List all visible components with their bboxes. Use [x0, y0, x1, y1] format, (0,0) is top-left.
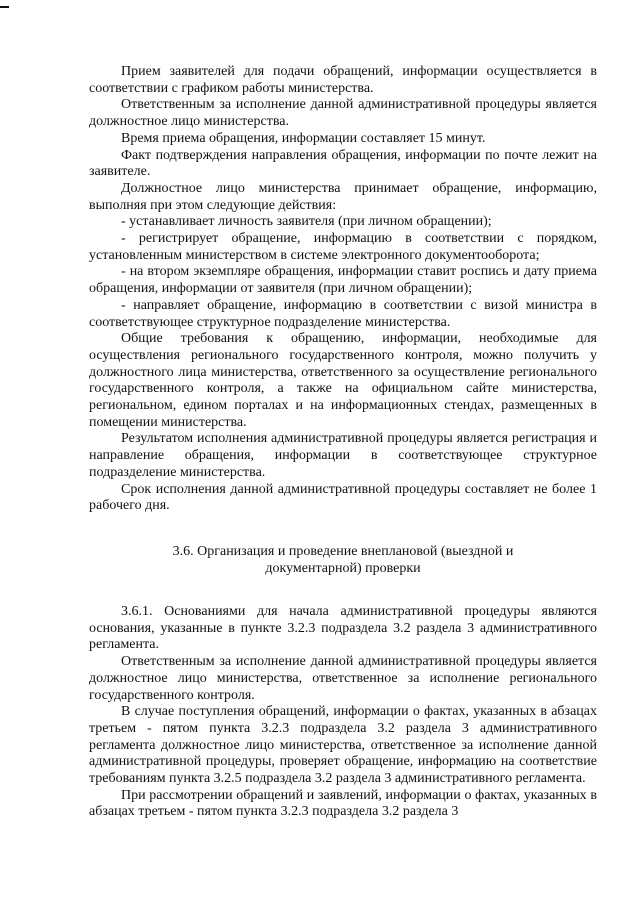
section-heading: 3.6. Организация и проведение внеплановой (выездной и документарной) проверки	[172, 543, 514, 576]
document-page	[89, 64, 597, 821]
paragraph: Результатом исполнения административной процедуры является регистрация и направление обращения, информации в соответствующее структурное подразделение министерства.	[89, 431, 597, 480]
paragraph: При рассмотрении обращений и заявлений, информации о фактах, указанных в абзацах третьем - пятом пункта 3.2.3 подраздела 3.2 раздела 3	[89, 787, 597, 820]
paragraph: В случае поступления обращений, информации о фактах, указанных в абзацах третьем - пятом пункта 3.2.3 подраздела 3.2 раздела 3 административного регламента должностное лицо министерства, ответственное за исполнение данной административной процедуры, проверяет обращение, информацию на соответствие требованиям пункта 3.2.5 подраздела 3.2 раздела 3 административного регламента.	[89, 704, 597, 787]
paragraph: Время приема обращения, информации составляет 15 минут.	[121, 130, 486, 146]
paragraph: Факт подтверждения направления обращения, информации по почте лежит на заявителе.	[89, 147, 597, 180]
paragraph: Ответственным за исполнение данной административной процедуры является должностное лицо министерства, ответственное за исполнение регионального государственного контроля.	[89, 654, 597, 703]
list-item: - регистрирует обращение, информацию в соответствии с порядком, установленным министерством в системе электронного документооборота;	[89, 231, 597, 263]
paragraph: Прием заявителей для подачи обращений, информации осуществляется в соответствии с графиком работы министерства.	[89, 64, 597, 96]
list-item: - направляет обращение, информацию в соответствии с визой министра в соответствующее структурное подразделение министерства.	[89, 297, 597, 330]
list-item: - на втором экземпляре обращения, информации ставит роспись и дату приема обращения, информации от заявителя (при личном обращении);	[89, 264, 597, 297]
paragraph: Ответственным за исполнение данной административной процедуры является должностное лицо министерства.	[89, 97, 597, 130]
paragraph: Общие требования к обращению, информации, необходимые для осуществления регионального государственного контроля, можно получить у должностного лица министерства, ответственного за осуществление регионального государственного контроля, а также на официальном сайте министерства, региональном, едином порталах и на информационных стендах, размещенных в помещении министерства.	[89, 331, 597, 430]
corner-mark	[0, 6, 9, 8]
paragraph: 3.6.1. Основаниями для начала административной процедуры являются основания, указанные в пункте 3.2.3 подраздела 3.2 раздела 3 административного регламента.	[89, 603, 597, 653]
list-item: - устанавливает личность заявителя (при личном обращении);	[121, 214, 492, 230]
paragraph: Срок исполнения данной административной процедуры составляет не более 1 рабочего дня.	[89, 481, 597, 514]
paragraph: Должностное лицо министерства принимает обращение, информацию, выполняя при этом следующие действия:	[89, 180, 597, 213]
